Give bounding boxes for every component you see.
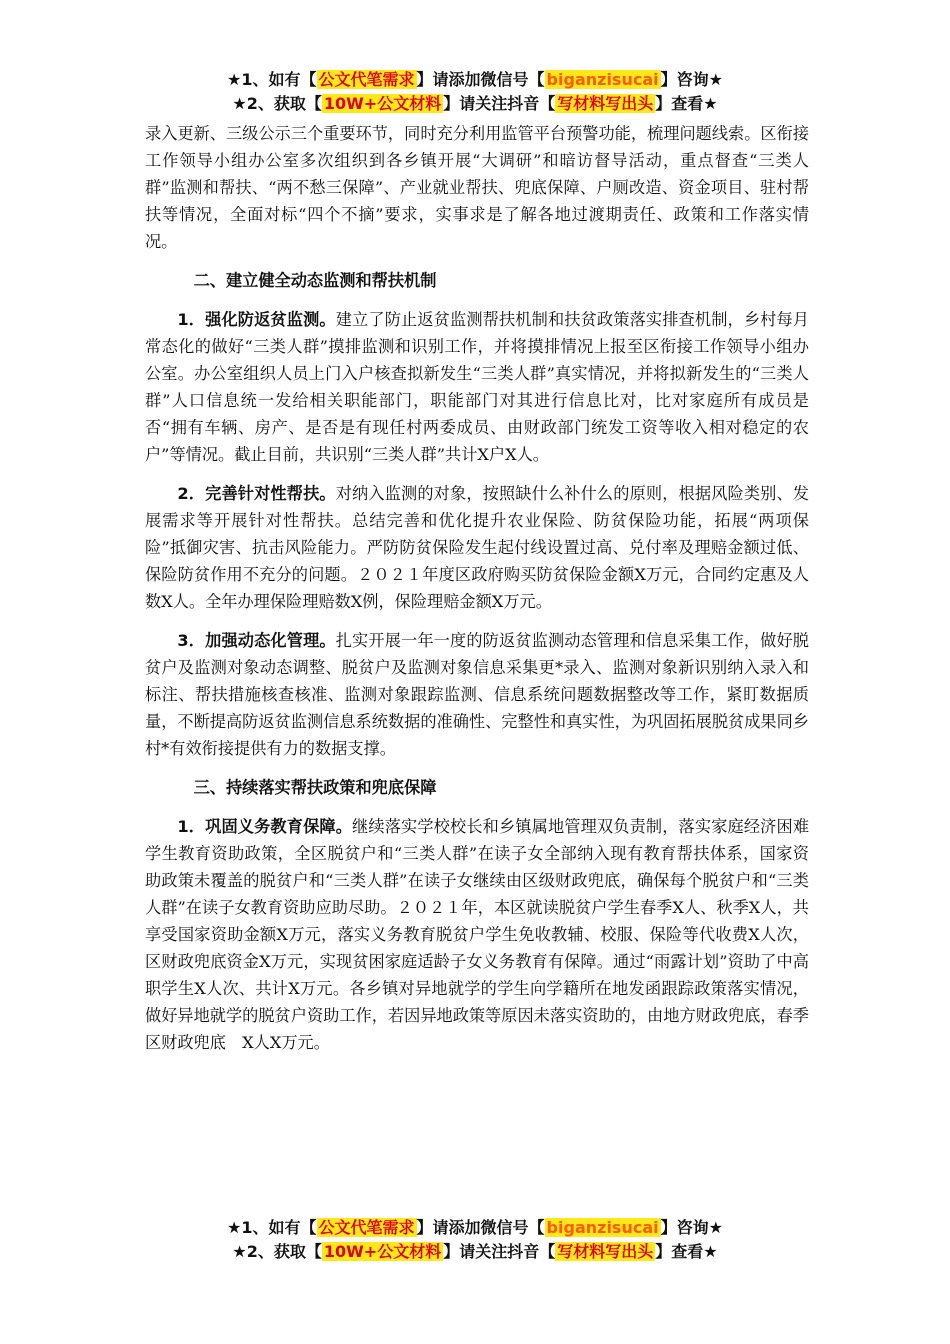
highlight-wechat-id: biganzisucai: [546, 70, 659, 89]
section-3-paragraph-1: 1．巩固义务教育保障。继续落实学校校长和乡镇属地管理双负责制，落实家庭经济困难学生教育资助政策，全区脱贫户和“三类人群”在读子女全部纳入现有教育帮扶体系，国家资助政策未覆盖的脱贫户和“三类人群”在读子女继续由区级财政兜底，确保每个脱贫户和“三类人群”在读子女教育资助应助尽助。２０２１年，本区就读脱贫户学生春季X人、秋季X人，共享受国家资助金额X万元，落实义务教育脱贫户学生免收教辅、校服、保险等代收费X人次，区财政兜底资金X万元，实现贫困家庭适龄子女义务教育有保障。通过“雨露计划”资助了中高职学生X人次、共计X万元。各乡镇对异地就学的学生向学籍所在地发函跟踪政策落实情况，做好异地就学的脱贫户资助工作，若因异地政策等原因未落实资助的，由地方财政兜底，春季区财政兜底 X人X万元。: [145, 817, 810, 1052]
highlight-materials: 10W+公文材料: [323, 1242, 442, 1261]
promo-line-1: ★1、如有【 公文代笔需求 】请添加微信号【 biganzisucai 】咨询★: [227, 70, 723, 89]
promo-line-2: ★2、获取【 10W+公文材料 】请关注抖音【 写材料写出头 】查看★: [232, 94, 718, 113]
promo-line-2: ★2、获取【 10W+公文材料 】请关注抖音【 写材料写出头 】查看★: [232, 1242, 718, 1261]
section-3-title: 三、持续落实帮扶政策和兜底保障: [193, 778, 437, 797]
intro-paragraph: 录入更新、三级公示三个重要环节，同时充分利用监管平台预警功能，梳理问题线索。区衔接工作领导小组办公室多次组织到各乡镇开展“大调研”和暗访督导活动，重点督查“三类人群”监测和帮扶、“两不愁三保障”、产业就业帮扶、兜底保障、户厕改造、资金项目、驻村帮扶等情况，全面对标“四个不摘”要求，实事求是了解各地过渡期责任、政策和工作落实情况。: [145, 124, 809, 251]
promo-banner-bottom: [0, 1216, 950, 1264]
highlight-service: 公文代笔需求: [318, 70, 415, 89]
section-2-paragraph-3: 3．加强动态化管理。扎实开展一年一度的防返贫监测动态管理和信息采集工作，做好脱贫户及监测对象动态调整、脱贫户及监测对象信息采集更*录入、监测对象新识别纳入录入和标注、帮扶措施核查核准、监测对象跟踪监测、信息系统问题数据整改等工作，紧盯数据质量，不断提高防返贫监测信息系统数据的准确性、完整性和真实性，为巩固拓展脱贫成果同乡村*有效衔接提供有力的数据支撑。: [145, 631, 809, 758]
section-2-title: 二、建立健全动态监测和帮扶机制: [193, 271, 437, 290]
highlight-materials: 10W+公文材料: [323, 94, 442, 113]
section-2-paragraph-2: 2．完善针对性帮扶。对纳入监测的对象，按照缺什么补什么的原则，根据风险类别、发展需求等开展针对性帮扶。总结完善和优化提升农业保险、防贫保险功能，拓展“两项保险”抵御灾害、抗击风险能力。严防防贫保险发生起付线设置过高、兑付率及理赔金额过低、保险防贫作用不充分的问题。２０２１年度区政府购买防贫保险金额X万元，合同约定惠及人数X人。全年办理保险理赔数X例，保险理赔金额X万元。: [145, 484, 809, 611]
promo-line-1: ★1、如有【 公文代笔需求 】请添加微信号【 biganzisucai 】咨询★: [227, 1218, 723, 1237]
highlight-service: 公文代笔需求: [318, 1218, 415, 1237]
section-2-paragraph-1: 1．强化防返贫监测。建立了防止返贫监测帮扶机制和扶贫政策落实排查机制，乡村每月常态化的做好“三类人群”摸排监测和识别工作，并将摸排情况上报至区衔接工作领导小组办公室。办公室组织人员上门入户核查拟新发生“三类人群”真实情况，并将拟新发生的“三类人群”人口信息统一发给相关职能部门，职能部门对其进行信息比对，比对家庭所有成员是否“拥有车辆、房产、是否是有现任村两委成员、由财政部门统发工资等收入相对稳定的农户”等情况。截止目前，共识别“三类人群”共计X户X人。: [145, 310, 809, 464]
highlight-douyin: 写材料写出头: [557, 94, 654, 113]
highlight-wechat-id: biganzisucai: [546, 1218, 659, 1237]
document-body: [145, 120, 809, 1056]
promo-banner-top: [0, 68, 950, 116]
highlight-douyin: 写材料写出头: [557, 1242, 654, 1261]
